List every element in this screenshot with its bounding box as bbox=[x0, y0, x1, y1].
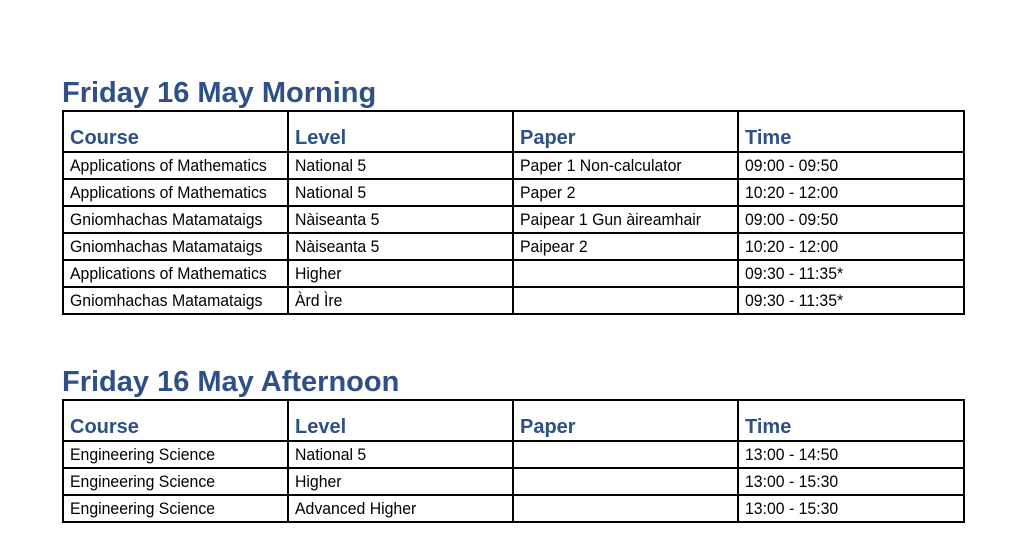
cell-time bbox=[738, 287, 964, 314]
cell-course bbox=[63, 287, 288, 314]
exam-table-morning bbox=[62, 110, 965, 315]
cell-time bbox=[738, 495, 964, 522]
cell-paper bbox=[513, 179, 738, 206]
cell-text: 09:30 - 11:35* bbox=[745, 290, 844, 310]
cell-text: 09:00 - 09:50 bbox=[745, 155, 839, 175]
table-row bbox=[63, 468, 964, 495]
table-row bbox=[63, 441, 964, 468]
cell-text: Applications of Mathematics bbox=[70, 182, 267, 202]
table-header-row bbox=[63, 111, 964, 152]
cell-text: 09:00 - 09:50 bbox=[745, 209, 839, 229]
cell-time bbox=[738, 179, 964, 206]
cell-text: National 5 bbox=[295, 155, 367, 175]
cell-paper bbox=[513, 152, 738, 179]
section-title-afternoon: Friday 16 May Afternoon bbox=[62, 366, 400, 398]
cell-text: 09:30 - 11:35* bbox=[745, 263, 844, 283]
cell-text: Paipear 2 bbox=[520, 236, 588, 256]
cell-level bbox=[288, 206, 513, 233]
table-row bbox=[63, 233, 964, 260]
cell-time bbox=[738, 206, 964, 233]
cell-text: Applications of Mathematics bbox=[70, 155, 267, 175]
column-header-paper: Paper bbox=[513, 400, 738, 441]
cell-paper bbox=[513, 233, 738, 260]
cell-time bbox=[738, 260, 964, 287]
cell-time bbox=[738, 233, 964, 260]
cell-level bbox=[288, 260, 513, 287]
cell-text: National 5 bbox=[295, 182, 367, 202]
cell-text: Applications of Mathematics bbox=[70, 263, 267, 283]
cell-paper bbox=[513, 206, 738, 233]
cell-text: 10:20 - 12:00 bbox=[745, 236, 839, 256]
cell-course bbox=[63, 495, 288, 522]
cell-paper bbox=[513, 495, 738, 522]
column-header-course: Course bbox=[63, 111, 288, 152]
cell-level bbox=[288, 179, 513, 206]
cell-text: 10:20 - 12:00 bbox=[745, 182, 839, 202]
column-header-level: Level bbox=[288, 400, 513, 441]
cell-text: Advanced Higher bbox=[295, 498, 417, 518]
cell-course bbox=[63, 260, 288, 287]
cell-text: Higher bbox=[295, 471, 342, 491]
cell-course bbox=[63, 152, 288, 179]
cell-text: Engineering Science bbox=[70, 498, 216, 518]
cell-time bbox=[738, 441, 964, 468]
cell-text: 13:00 - 15:30 bbox=[745, 498, 839, 518]
cell-text: Paper 2 bbox=[520, 182, 576, 202]
cell-text: Gniomhachas Matamataigs bbox=[70, 290, 263, 310]
cell-level bbox=[288, 233, 513, 260]
table-row bbox=[63, 206, 964, 233]
cell-course bbox=[63, 179, 288, 206]
cell-level bbox=[288, 468, 513, 495]
cell-text: Gniomhachas Matamataigs bbox=[70, 209, 263, 229]
table-row bbox=[63, 260, 964, 287]
column-header-paper: Paper bbox=[513, 111, 738, 152]
column-header-time: Time bbox=[738, 400, 964, 441]
cell-paper bbox=[513, 260, 738, 287]
cell-text: Nàiseanta 5 bbox=[295, 236, 380, 256]
table-header-row bbox=[63, 400, 964, 441]
cell-course bbox=[63, 206, 288, 233]
cell-level bbox=[288, 495, 513, 522]
cell-course bbox=[63, 468, 288, 495]
cell-text: Gniomhachas Matamataigs bbox=[70, 236, 263, 256]
cell-text: Paper 1 Non-calculator bbox=[520, 155, 682, 175]
cell-paper bbox=[513, 287, 738, 314]
cell-text: 13:00 - 14:50 bbox=[745, 444, 839, 464]
cell-text: Nàiseanta 5 bbox=[295, 209, 380, 229]
cell-course bbox=[63, 233, 288, 260]
cell-paper bbox=[513, 468, 738, 495]
cell-text: Paipear 1 Gun àireamhair bbox=[520, 209, 702, 229]
table-row bbox=[63, 287, 964, 314]
cell-text: Engineering Science bbox=[70, 444, 216, 464]
cell-text: Engineering Science bbox=[70, 471, 216, 491]
cell-text: National 5 bbox=[295, 444, 367, 464]
table-row bbox=[63, 495, 964, 522]
cell-level bbox=[288, 152, 513, 179]
table-row bbox=[63, 179, 964, 206]
cell-text: Àrd Ìre bbox=[295, 290, 343, 310]
cell-text: Higher bbox=[295, 263, 342, 283]
cell-text: 13:00 - 15:30 bbox=[745, 471, 839, 491]
section-title-morning: Friday 16 May Morning bbox=[62, 77, 377, 109]
cell-level bbox=[288, 441, 513, 468]
cell-level bbox=[288, 287, 513, 314]
cell-time bbox=[738, 468, 964, 495]
cell-paper bbox=[513, 441, 738, 468]
exam-table-afternoon bbox=[62, 399, 965, 523]
column-header-level: Level bbox=[288, 111, 513, 152]
table-row bbox=[63, 152, 964, 179]
column-header-time: Time bbox=[738, 111, 964, 152]
cell-course bbox=[63, 441, 288, 468]
cell-time bbox=[738, 152, 964, 179]
column-header-course: Course bbox=[63, 400, 288, 441]
